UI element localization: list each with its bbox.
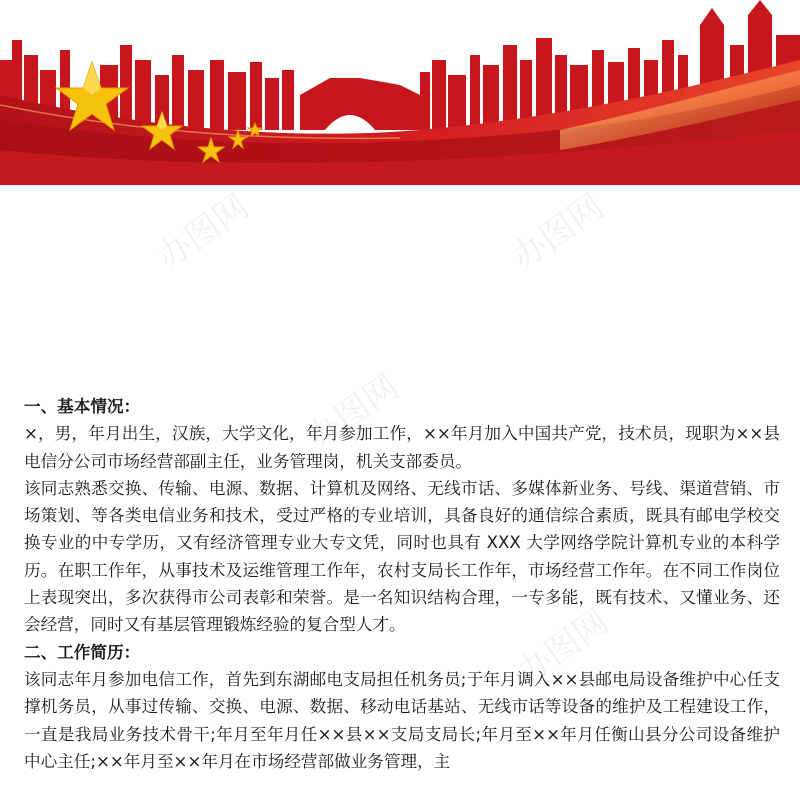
- banner-graphic: [0, 0, 800, 185]
- watermark: 办图网: [149, 186, 257, 279]
- paragraph: 该同志年月参加电信工作，首先到东湖邮电支局担任机务员;于年月调入××县邮电局设备维护中心任支撑机务员，从事过传输、交换、电源、数据、移动电话基站、无线市话等设备的维护及工程建设工作，一直是我局业务技术骨干;年月至年月任××县××支局支局长;年月至××年月任衡山县分公司设备维护中心主任;××年月至××年月在市场经营部做业务管理，主: [24, 669, 780, 771]
- document-body: [24, 393, 780, 775]
- section-heading: 二、工作简历：: [24, 642, 141, 662]
- paragraph: ×，男，年月出生，汉族，大学文化，年月参加工作，××年月加入中国共产党，技术员，现职为××县电信分公司市场经营部副主任，业务管理岗，机关支部委员。: [24, 424, 780, 471]
- header-banner: [0, 0, 800, 185]
- watermark: 办图网: [299, 366, 407, 459]
- paragraph: 该同志熟悉交换、传输、电源、数据、计算机及网络、无线市话、多媒体新业务、号线、渠道营销、市场策划、等各类电信业务和技术，受过严格的专业培训，具备良好的通信综合素质，既具有邮电学校交换专业的中专学历，又有经济管理专业大专文凭，同时也具有 XXX 大学网络学院计算机专业的本科学历。在职工作年，从事技术及运维管理工作年，农村支局长工作年，市场经营工作年。在不同工作岗位上表现突出，多次获得市公司表彰和荣誉。是一名知识结构合理，一专多能，既有技术、又懂业务、还会经营，同时又有基层管理锻炼经验的复合型人才。: [24, 478, 780, 635]
- section-heading: 一、基本情况：: [24, 397, 141, 416]
- watermark: 办图网: [509, 601, 617, 694]
- watermark: 办图网: [504, 186, 612, 279]
